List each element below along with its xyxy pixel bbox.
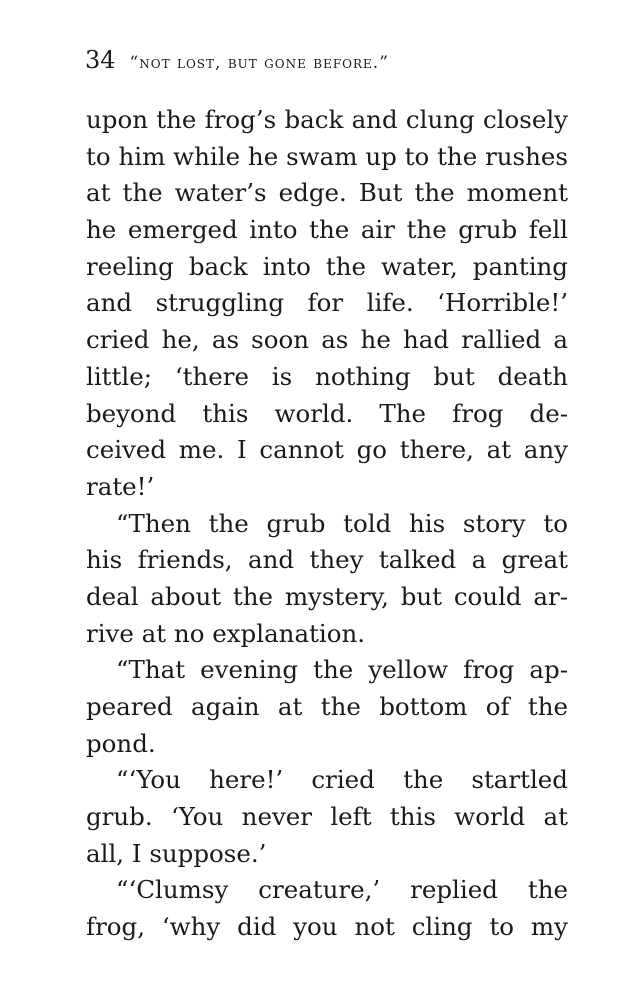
text-line: and struggling for life. ‘Horrible!’: [86, 288, 568, 318]
text-line: “‘You here!’ cried the startled: [116, 765, 568, 795]
text-line: pond.: [86, 728, 156, 758]
text-line: upon the frog’s back and clung closely: [86, 105, 568, 134]
text-line: grub. ‘You never left this world at: [86, 802, 568, 832]
page-header: [85, 46, 575, 80]
text-line: beyond this world. The frog de-: [86, 398, 568, 428]
text-line: “‘Clumsy creature,’ replied the: [116, 875, 568, 905]
text-line: frog, ‘why did you not cling to my: [86, 912, 568, 942]
text-line: to him while he swam up to the rushes: [86, 141, 568, 171]
body-text: [86, 102, 568, 946]
text-line: “Then the grub told his story to: [116, 508, 568, 538]
text-line: his friends, and they talked a great: [86, 545, 568, 575]
text-line: little; ‘there is nothing but death: [86, 361, 568, 391]
text-line: deal about the mystery, but could ar-: [86, 581, 568, 611]
text-line: “That evening the yellow frog ap-: [116, 655, 568, 685]
running-title: “not lost, but gone before.”: [129, 53, 389, 73]
text-line: reeling back into the water, panting: [86, 251, 568, 281]
page-number: 34: [85, 46, 116, 74]
text-line: at the water’s edge. But the moment: [86, 178, 568, 208]
text-line: rate!’: [86, 471, 155, 501]
text-line: rive at no explanation.: [86, 618, 366, 648]
text-line: ceived me. I cannot go there, at any: [86, 435, 568, 465]
text-line: cried he, as soon as he had rallied a: [86, 325, 568, 355]
text-line: all, I suppose.’: [86, 838, 267, 868]
text-line: peared again at the bottom of the: [86, 692, 568, 721]
text-line: he emerged into the air the grub fell: [86, 215, 568, 245]
